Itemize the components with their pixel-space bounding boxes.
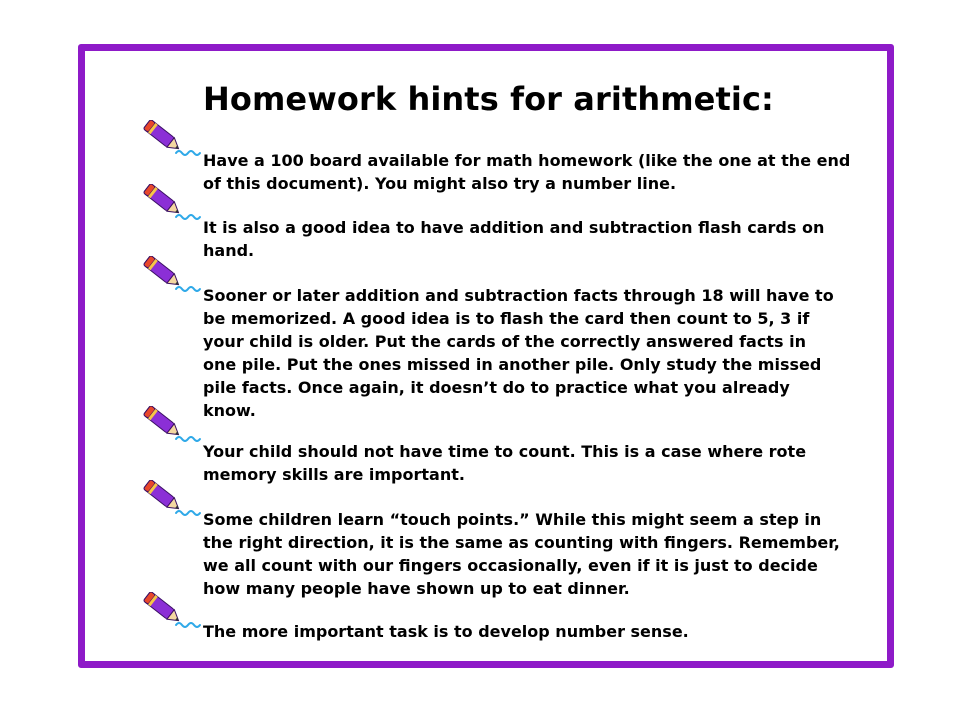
pencil-icon	[143, 120, 205, 164]
pencil-icon	[143, 592, 205, 636]
hint-number-sense: The more important task is to develop number sense.	[203, 622, 689, 641]
pencil-icon	[143, 406, 205, 450]
hint-touch-points: Some children learn “touch points.” While this might seem a step in the right direction, it is the same as counting with fingers. Remember, we all count with our fingers occasionally, even if it is just to decide how many people have shown up to eat dinner.	[203, 510, 840, 598]
pencil-icon	[143, 256, 205, 300]
hint-flash-cards: It is also a good idea to have addition and subtraction flash cards on hand.	[203, 218, 825, 260]
pencil-icon	[143, 480, 205, 524]
hint-memorize-facts: Sooner or later addition and subtraction facts through 18 will have to be memorized. A good idea is to flash the card then count to 5, 3 if your child is older. Put the cards of the correctly answered facts in one pile. Put the ones missed in another pile. Only study the missed pile facts. Once again, it doesn’t do to practice what you already know.	[203, 286, 834, 420]
page-title: Homework hints for arithmetic:	[203, 80, 774, 118]
pencil-icon	[143, 184, 205, 228]
hint-100-board: Have a 100 board available for math homework (like the one at the end of this document). You might also try a number line.	[203, 151, 851, 193]
hint-no-counting: Your child should not have time to count. This is a case where rote memory skills are important.	[203, 442, 807, 484]
